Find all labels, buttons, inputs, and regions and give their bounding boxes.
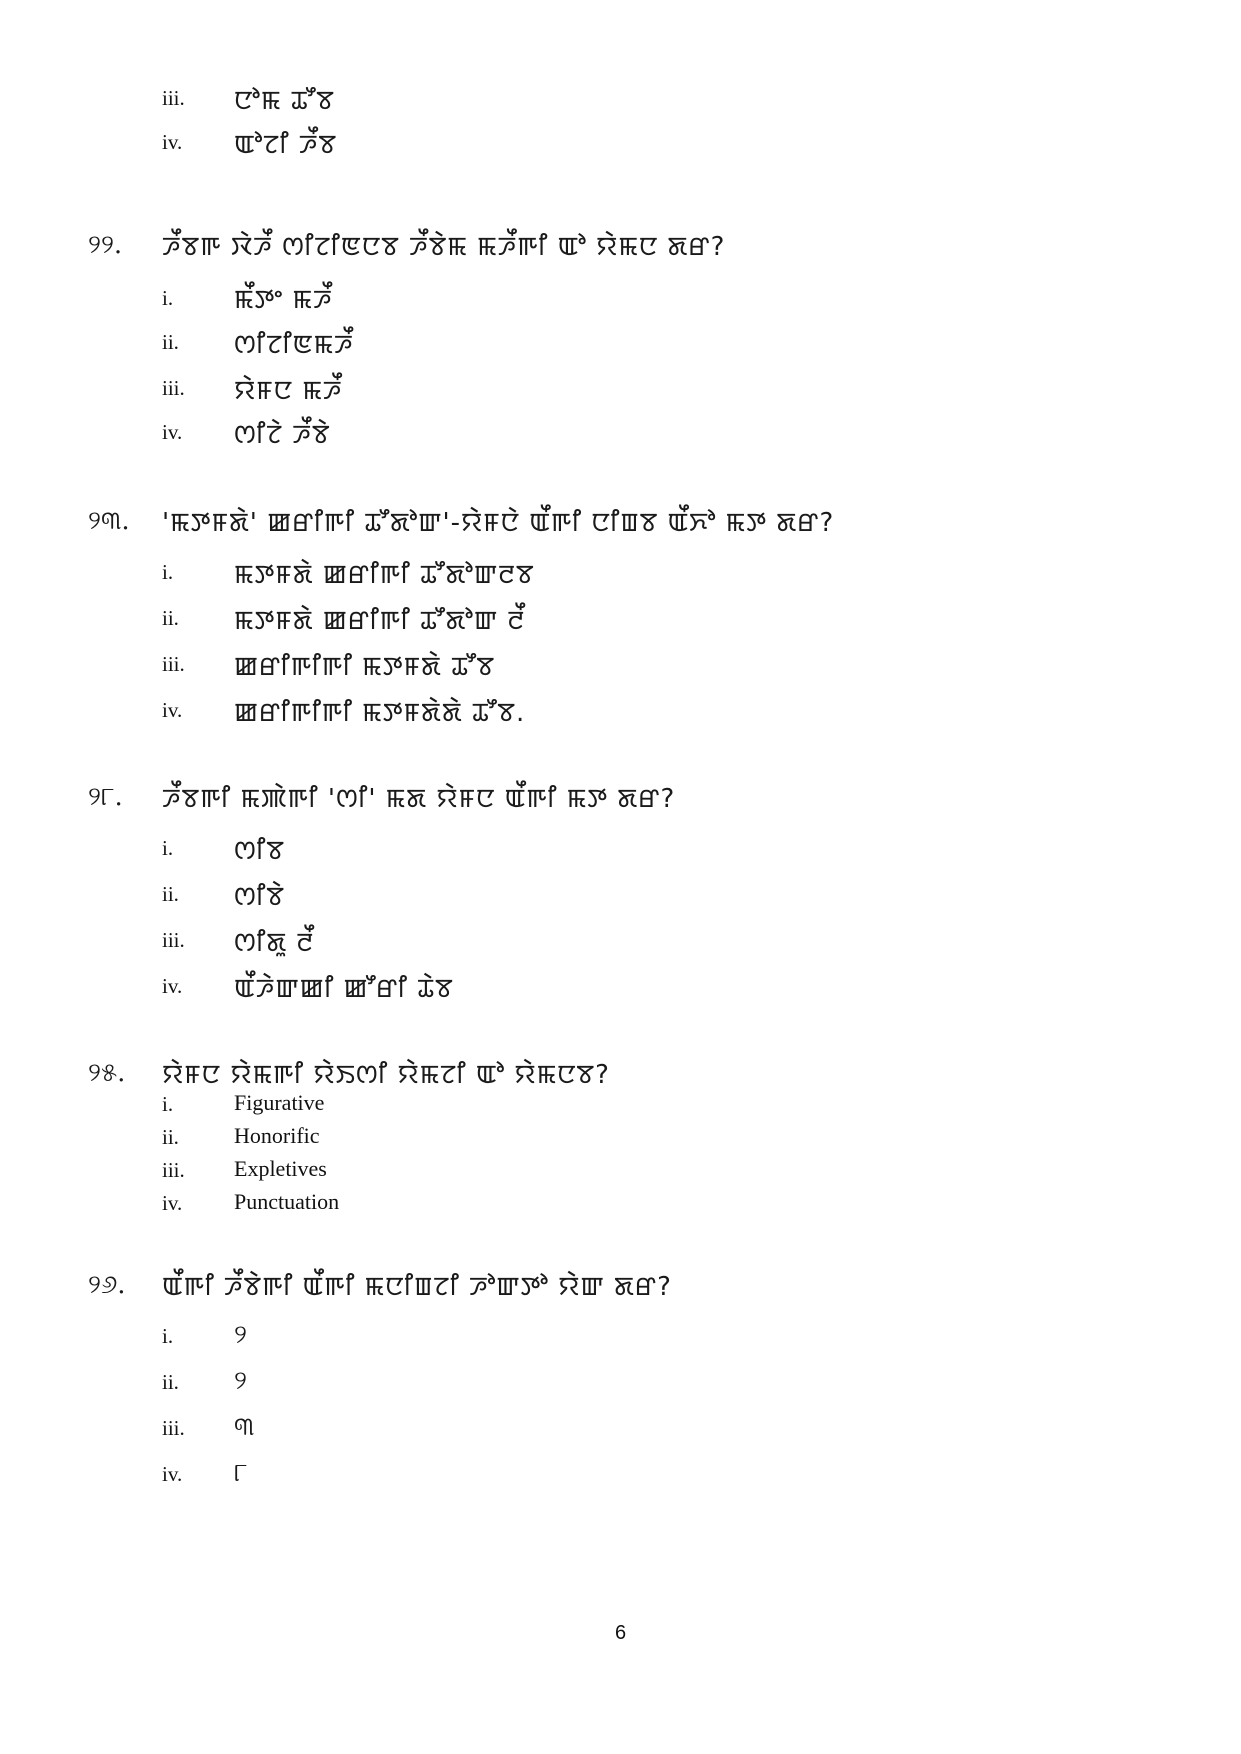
- question-text: ꯑꯩꯒꯤ ꯍꯩꯕꯥꯒꯤ ꯑꯩꯒꯤ ꯃꯅꯤꯡꯖꯤ ꯍꯣꯛꯇꯣ ꯌꯥꯛ ꯗꯔ?: [162, 1272, 672, 1302]
- question-number: ୨୩.: [88, 506, 130, 536]
- option-number: iii.: [162, 376, 185, 400]
- question-number: ୨୨.: [88, 230, 123, 260]
- option-number: iv.: [162, 698, 183, 722]
- option-number: i.: [162, 1324, 174, 1348]
- option-text: ꯁꯤꯕꯥ: [234, 882, 285, 912]
- option-number: ii.: [162, 1125, 179, 1149]
- question-number: ୨୫.: [88, 1058, 126, 1088]
- option-text: ꯑꯣꯖꯤ ꯍꯩꯕ: [234, 130, 338, 160]
- option-text: ꯅꯣꯃ ꯊꯧꯕ: [234, 86, 335, 116]
- option-text: ୩: [234, 1412, 256, 1442]
- question-number: ୨୬.: [88, 1270, 126, 1300]
- question-text: ꯍꯩꯕꯒ ꯋꯥꯍꯩ ꯁꯤꯖꯤꯟꯅꯕ ꯍꯩꯕꯥꯃ ꯃꯍꯩꯒꯤ ꯑꯣ ꯌꯥꯃꯅ ꯗꯔ?: [162, 232, 726, 262]
- option-text: ꯃꯇꯝꯗꯥ ꯀꯔꯤꯒꯤ ꯊꯧꯗꯣꯛ ꯂꯩ: [234, 606, 526, 636]
- question-number: ୨୮.: [88, 782, 123, 812]
- option-number: iv.: [162, 130, 183, 154]
- option-number: iii.: [162, 1416, 185, 1440]
- option-number: iv.: [162, 1462, 183, 1486]
- option-number: iv.: [162, 974, 183, 998]
- option-number: iii.: [162, 652, 185, 676]
- option-number: iii.: [162, 86, 185, 110]
- option-number: iii.: [162, 928, 185, 952]
- option-text: ꯁꯤꯗꯨ ꯂꯩ: [234, 928, 315, 958]
- option-number: ii.: [162, 330, 179, 354]
- option-number: ii.: [162, 882, 179, 906]
- option-text: ୨: [234, 1366, 248, 1396]
- question-text: 'ꯃꯇꯝꯗꯥ' ꯀꯔꯤꯒꯤ ꯊꯧꯗꯣꯛ'-ꯌꯥꯝꯅꯥ ꯑꯩꯒꯤ ꯅꯤꯡꯕ ꯑꯩꯈꯣ ꯃꯇ ꯗꯔ?: [162, 508, 835, 538]
- question-text: ꯌꯥꯝꯅ ꯌꯥꯃꯒꯤ ꯌꯥꯏꯁꯤ ꯌꯥꯃꯖꯤ ꯑꯣ ꯌꯥꯃꯅꯕ?: [162, 1060, 610, 1090]
- option-text: ꯃꯇꯝꯗꯥ ꯀꯔꯤꯒꯤ ꯊꯧꯗꯣꯛꯂꯕ: [234, 560, 535, 590]
- option-number: iv.: [162, 420, 183, 444]
- option-text: ୮: [234, 1458, 249, 1488]
- option-text: ꯁꯤꯖꯥ ꯍꯩꯕꯥ: [234, 420, 331, 450]
- option-text: Expletives: [234, 1156, 327, 1181]
- option-text: ꯀꯔꯤꯒꯤꯒꯤ ꯃꯇꯝꯗꯥꯗꯥ ꯊꯧꯕ.: [234, 698, 526, 728]
- question-text: ꯍꯩꯕꯒꯤ ꯃꯄꯥꯒꯤ 'ꯁꯤ' ꯃꯗ ꯌꯥꯝꯅ ꯑꯩꯒꯤ ꯃꯇ ꯗꯔ?: [162, 784, 676, 814]
- option-text: ꯌꯥꯝꯅ ꯃꯍꯩ: [234, 376, 343, 406]
- option-number: iii.: [162, 1158, 185, 1182]
- page-number: 6: [614, 1622, 627, 1644]
- option-number: ii.: [162, 1370, 179, 1394]
- option-number: i.: [162, 560, 174, 584]
- option-text: ꯃꯩꯇꯦ ꯃꯍꯩ: [234, 285, 333, 315]
- option-text: ꯑꯩꯍꯥꯛꯀꯤ ꯀꯧꯔꯤ ꯊꯥꯕ: [234, 974, 454, 1004]
- option-text: ꯁꯤꯕ: [234, 836, 285, 866]
- option-text: ꯁꯤꯖꯤꯟꯃꯍꯩ: [234, 330, 354, 360]
- option-text: Honorific: [234, 1123, 320, 1148]
- option-number: iv.: [162, 1191, 183, 1215]
- option-text: ꯀꯔꯤꯒꯤꯒꯤ ꯃꯇꯝꯗꯥ ꯊꯧꯕ: [234, 652, 496, 682]
- option-text: Punctuation: [234, 1189, 340, 1214]
- option-number: i.: [162, 1092, 174, 1116]
- option-number: i.: [162, 836, 174, 860]
- option-number: ii.: [162, 606, 179, 630]
- option-number: i.: [162, 286, 174, 310]
- option-text: ୨: [234, 1320, 248, 1350]
- option-text: Figurative: [234, 1090, 325, 1115]
